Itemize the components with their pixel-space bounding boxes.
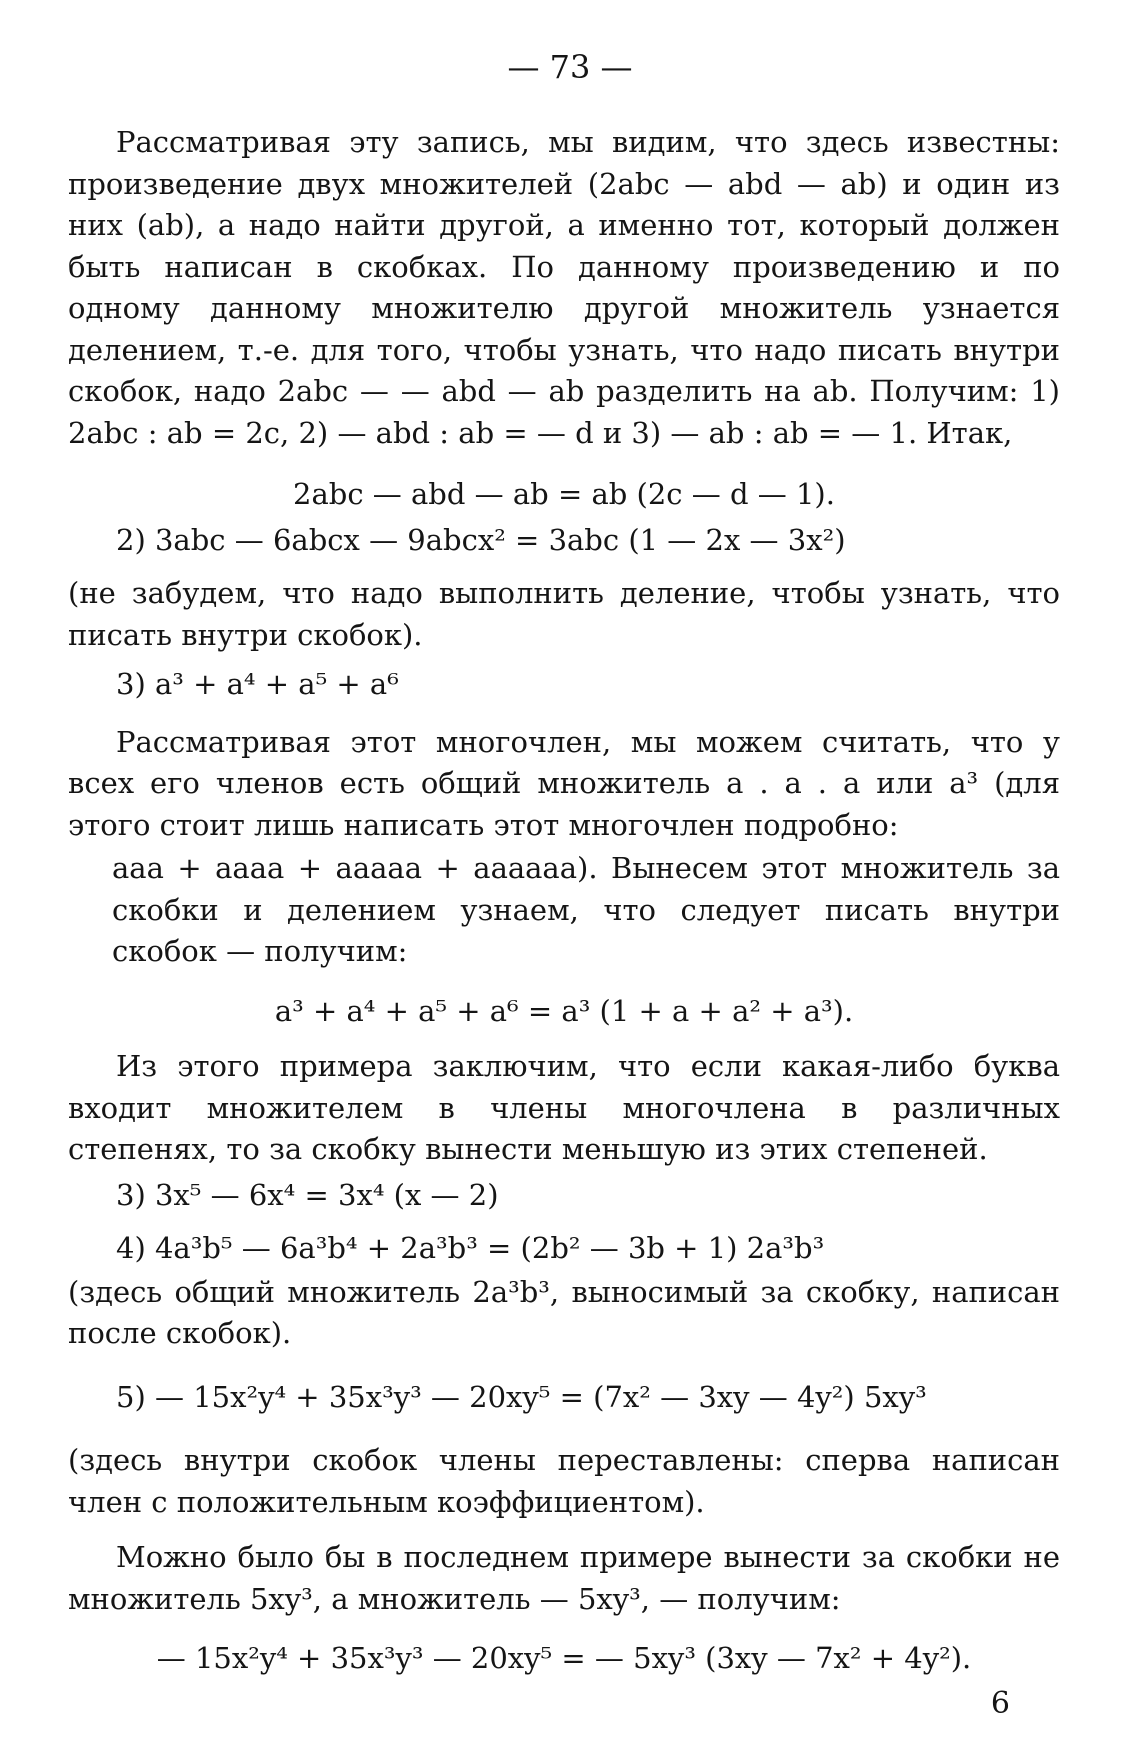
formula-example-3b: 3) 3x⁵ — 6x⁴ = 3x⁴ (x — 2) xyxy=(116,1177,499,1212)
formula-factorization-3: — 15x²y⁴ + 35x³y³ — 20xy⁵ = — 5xy³ (3xy — 7x² + 4y²). xyxy=(156,1641,972,1675)
signature-mark: 6 xyxy=(990,1686,1010,1721)
paragraph-5: Из этого примера заключим, что если какая-либо буква входит множителем в члены многочлена в различных степенях, то за скобку вынести меньшую из этих степеней. xyxy=(68,1049,1060,1166)
paragraph-8: Можно было бы в последнем примере вынести за скобки не множитель 5xy³, а множитель — 5xy³, — получим: xyxy=(68,1540,1060,1616)
paragraph-1: Рассматривая эту запись, мы видим, что здесь известны: произведение двух множителей (2abc — abd — ab) и один из них (ab), а надо найти другой, а именно тот, который должен быть написан в скобках. По данному произведению и по одному данному множителю другой множитель узнается делением, т.-е. для того, чтобы узнать, что надо писать внутри скобок, надо 2abc — — abd — ab разделить на ab. Получим: 1) 2abc : ab = 2c, 2) — abd : ab = — d и 3) — ab : ab = — 1. Итак, xyxy=(68,125,1060,450)
paragraph-6: (здесь общий множитель 2a³b³, выносимый за скобку, написан после скобок). xyxy=(68,1274,1060,1350)
formula-factorization-1: 2abc — abd — ab = ab (2c — d — 1). xyxy=(293,477,835,511)
paragraph-2: (не забудем, что надо выполнить деление, чтобы узнать, что писать внутри скобок). xyxy=(68,576,1060,652)
paragraph-7: (здесь внутри скобок члены переставлены: сперва написан член с положительным коэффициентом). xyxy=(68,1443,1060,1519)
formula-factorization-2: a³ + a⁴ + a⁵ + a⁶ = a³ (1 + a + a² + a³). xyxy=(274,993,854,1028)
formula-example-5: 5) — 15x²y⁴ + 35x³y³ — 20xy⁵ = (7x² — 3xy — 4y²) 5xy³ xyxy=(116,1379,927,1414)
page-content xyxy=(68,122,1060,1680)
page-number: — 73 — xyxy=(507,48,633,86)
paragraph-4: aaa + aaaa + aaaaa + aaaaaa). Вынесем этот множитель за скобки и делением узнаем, что следует писать внутри скобок — получим: xyxy=(112,851,1060,968)
formula-example-4: 4) 4a³b⁵ — 6a³b⁴ + 2a³b³ = (2b² — 3b + 1) 2a³b³ xyxy=(116,1231,825,1265)
paragraph-3: Рассматривая этот многочлен, мы можем считать, что у всех его членов есть общий множитель a . a . a или a³ (для этого стоит лишь написать этот многочлен подробно: xyxy=(68,724,1060,842)
formula-example-2: 2) 3abc — 6abcx — 9abcx² = 3abc (1 — 2x — 3x²) xyxy=(116,522,846,557)
formula-example-3: 3) a³ + a⁴ + a⁵ + a⁶ xyxy=(116,667,399,701)
